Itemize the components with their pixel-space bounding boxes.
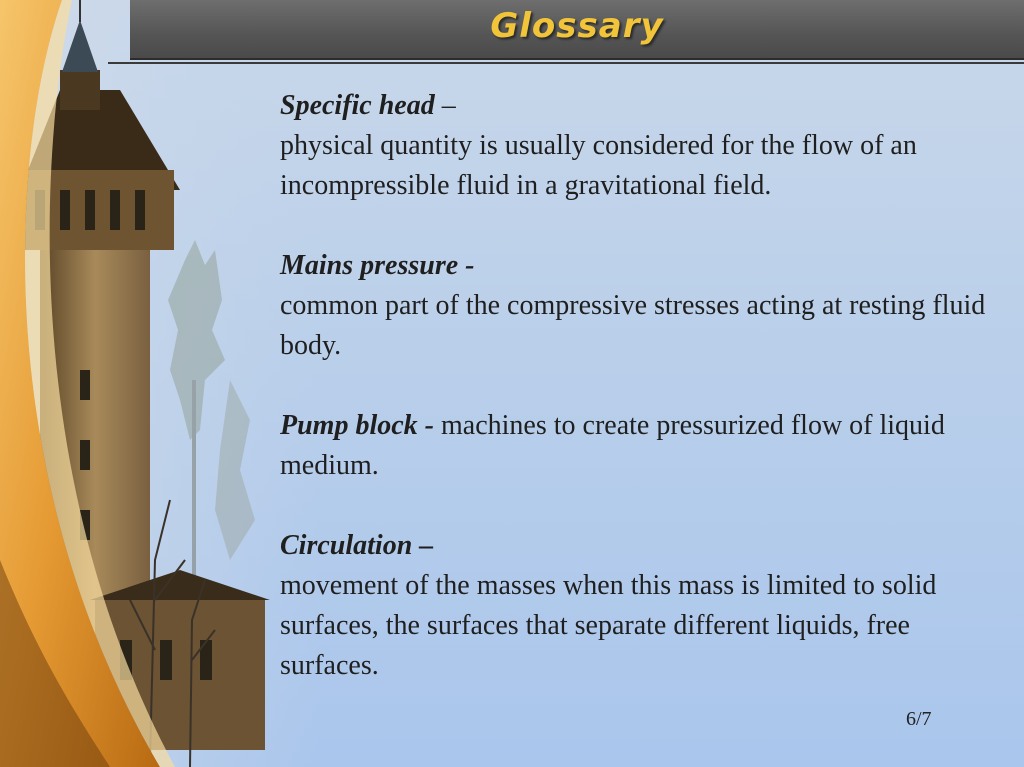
- glossary-entry-mains-pressure: [280, 246, 1000, 366]
- glossary-definition: physical quantity is usually considered for the flow of an incompressible fluid in a gravitational field.: [280, 130, 917, 201]
- page-number: 6/7: [906, 708, 932, 730]
- glossary-term: Circulation –: [280, 530, 434, 561]
- glossary-term: Mains pressure -: [280, 250, 475, 281]
- water-tower-illustration: [0, 0, 320, 767]
- glossary-definition: machines to create pressurized flow of liquid medium.: [280, 410, 945, 481]
- glossary-entry-circulation: [280, 526, 1000, 686]
- glossary-term: Specific head: [280, 90, 435, 121]
- title-divider: [108, 62, 1024, 64]
- slide-title: Glossary: [490, 6, 664, 46]
- glossary-definition: movement of the masses when this mass is limited to solid surfaces, the surfaces that separate different liquids, free surfaces.: [280, 570, 937, 681]
- term-separator: –: [434, 90, 456, 121]
- glossary-entry-pump-block: [280, 406, 1000, 486]
- glossary-content: [280, 86, 1000, 726]
- glossary-term: Pump block -: [280, 410, 434, 441]
- glossary-entry-specific-head: [280, 86, 1000, 206]
- glossary-definition: common part of the compressive stresses acting at resting fluid body.: [280, 290, 986, 361]
